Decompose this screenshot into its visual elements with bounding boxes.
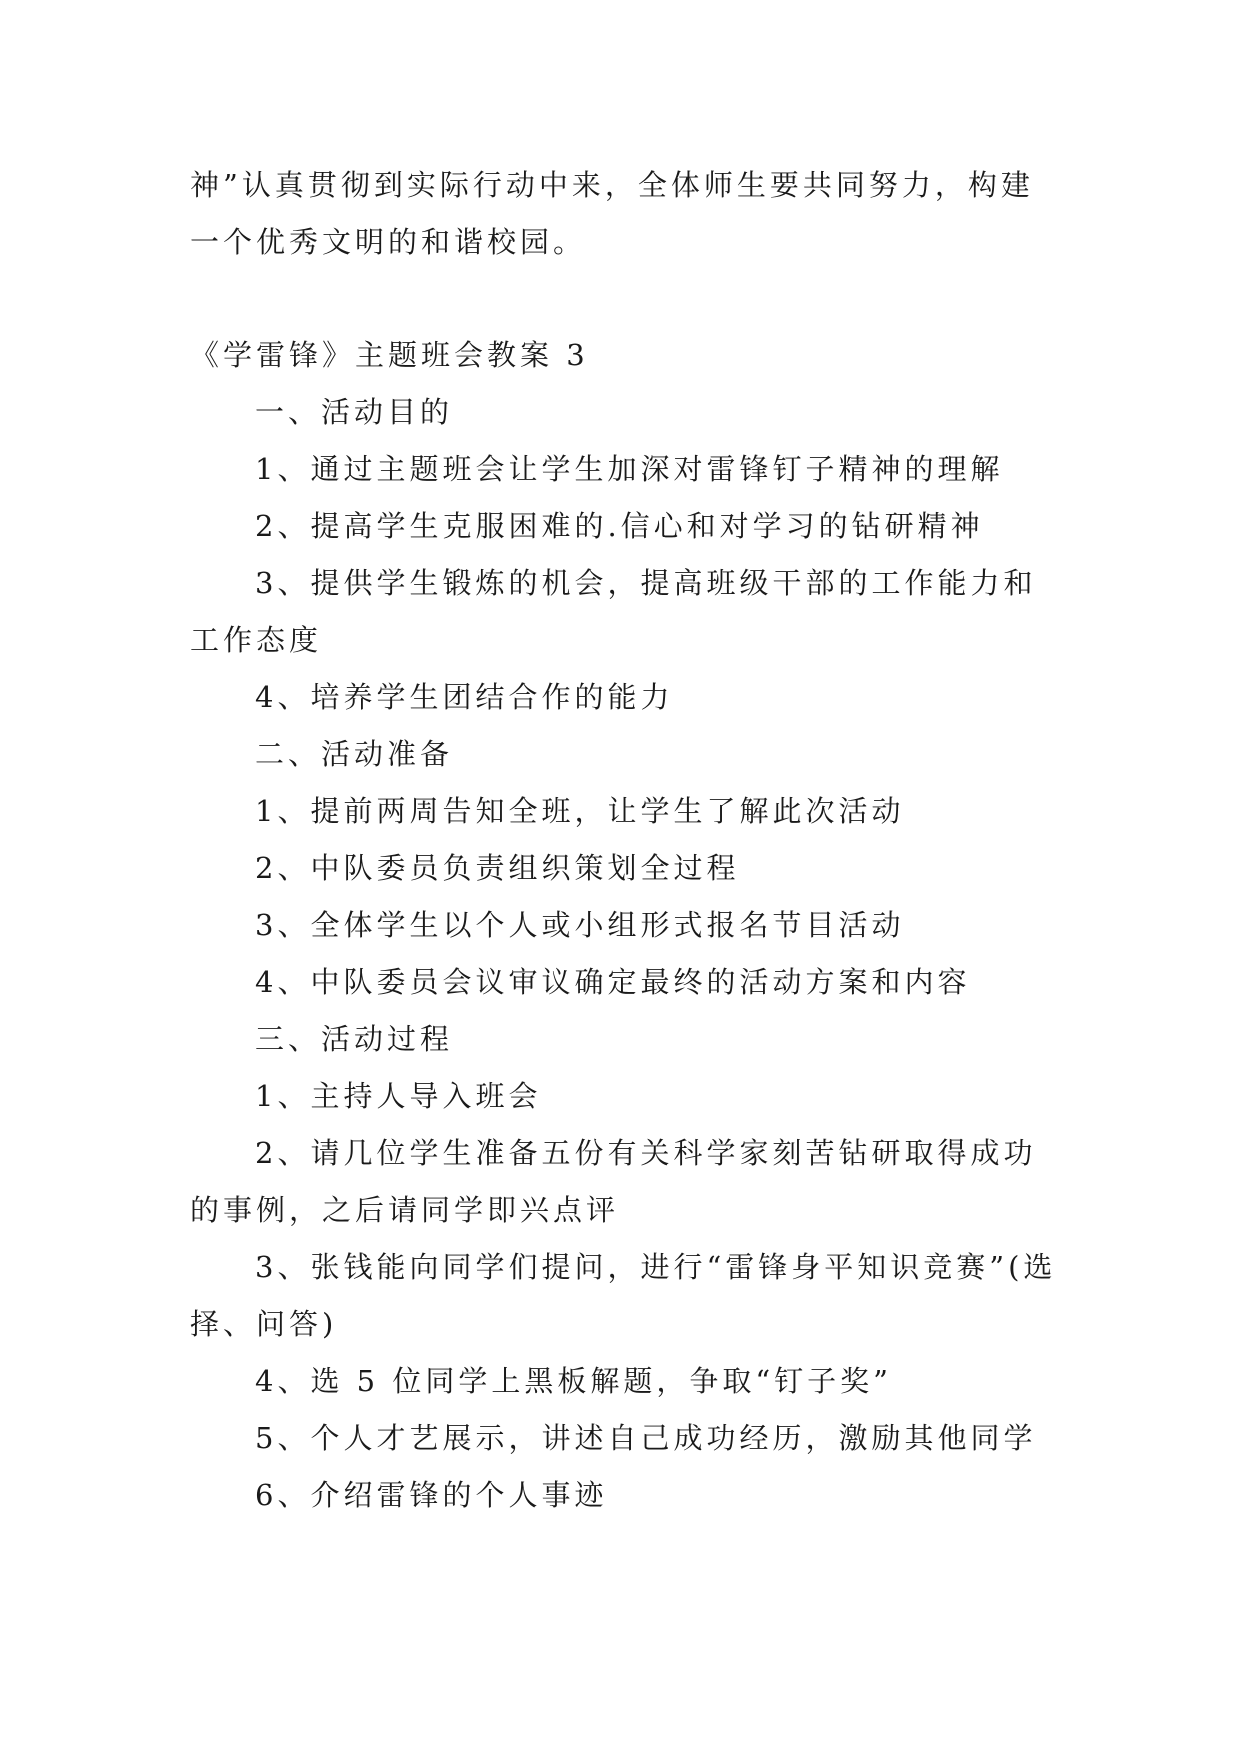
list-item: 1、通过主题班会让学生加深对雷锋钉子精神的理解 xyxy=(255,452,1004,486)
list-item: 6、介绍雷锋的个人事迹 xyxy=(255,1478,608,1512)
list-item: 3、张钱能向同学们提问，进行“雷锋身平知识竞赛”(选 xyxy=(255,1250,1057,1284)
list-item: 5、个人才艺展示，讲述自己成功经历，激励其他同学 xyxy=(255,1421,1037,1455)
list-item-continuation: 择、问答) xyxy=(190,1307,338,1341)
list-item: 2、提高学生克服困难的.信心和对学习的钻研精神 xyxy=(255,509,984,543)
heading-activity-prep: 二、活动准备 xyxy=(255,737,454,771)
list-item: 2、请几位学生准备五份有关科学家刻苦钻研取得成功 xyxy=(255,1136,1037,1170)
paragraph-line: 一个优秀文明的和谐校园。 xyxy=(190,225,587,259)
list-item: 3、全体学生以个人或小组形式报名节目活动 xyxy=(255,908,905,942)
heading-activity-process: 三、活动过程 xyxy=(255,1022,454,1056)
list-item: 2、中队委员负责组织策划全过程 xyxy=(255,851,740,885)
list-item: 4、培养学生团结合作的能力 xyxy=(255,680,674,714)
heading-activity-goal: 一、活动目的 xyxy=(255,395,454,429)
list-item-continuation: 工作态度 xyxy=(190,623,323,657)
list-item: 3、提供学生锻炼的机会，提高班级干部的工作能力和 xyxy=(255,566,1037,600)
list-item-continuation: 的事例，之后请同学即兴点评 xyxy=(190,1193,620,1227)
paragraph-line: 神”认真贯彻到实际行动中来，全体师生要共同努力，构建 xyxy=(190,168,1034,202)
list-item: 1、提前两周告知全班，让学生了解此次活动 xyxy=(255,794,905,828)
list-item: 1、主持人导入班会 xyxy=(255,1079,542,1113)
list-item: 4、中队委员会议审议确定最终的活动方案和内容 xyxy=(255,965,971,999)
section-title: 《学雷锋》主题班会教案 3 xyxy=(190,338,589,372)
list-item: 4、选 5 位同学上黑板解题，争取“钉子奖” xyxy=(255,1364,892,1398)
